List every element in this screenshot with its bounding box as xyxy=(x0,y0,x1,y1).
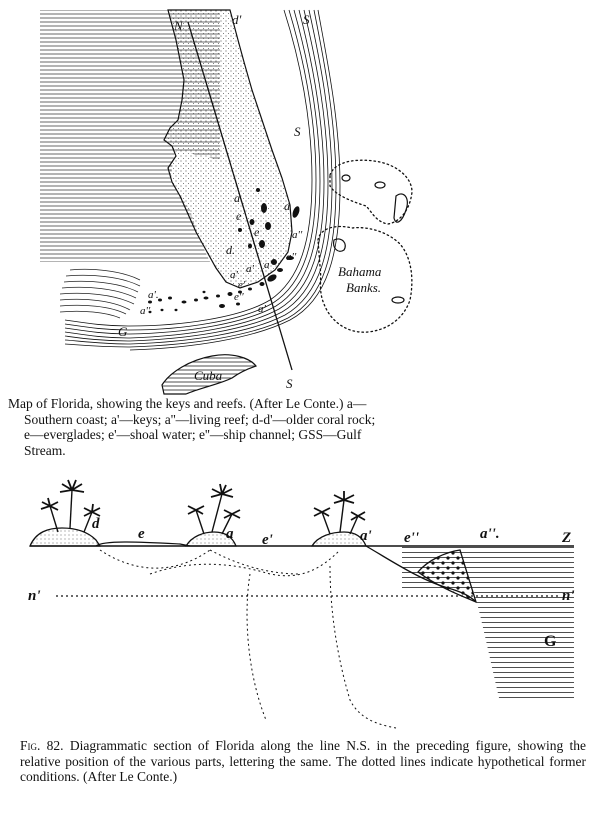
figure-number: Fig. 82. xyxy=(20,738,64,753)
section-label-e-prime: e' xyxy=(262,532,273,548)
label-e-prime: e' xyxy=(238,279,246,291)
label-e-dprime: e'' xyxy=(234,291,244,303)
south-hatching xyxy=(60,269,140,318)
section-label-d: d xyxy=(92,516,100,532)
section-label-a-prime: a' xyxy=(360,528,372,544)
section-diagram xyxy=(0,470,600,730)
label-a-coast: a xyxy=(284,199,290,213)
label-e-lower: e xyxy=(254,225,260,239)
map-caption-line2: Southern coast; a'—keys; a''—living reef; d-d'—older coral rock; xyxy=(24,411,376,427)
label-a-prime-west: a'. xyxy=(148,289,159,301)
label-d-prime: d' xyxy=(232,12,242,27)
label-cuba: Cuba xyxy=(194,368,223,383)
label-a-prime-1: a' xyxy=(230,269,238,281)
label-a-dprime-west: a'' xyxy=(140,305,151,317)
section-label-n-prime-right: n' xyxy=(562,588,575,604)
label-s-top: S xyxy=(303,12,310,27)
label-a-prime-2: a' xyxy=(246,263,254,275)
label-bahama: Bahama xyxy=(338,264,382,279)
label-banks: Banks. xyxy=(346,280,382,295)
section-label-a-dprime: a''. xyxy=(480,526,500,542)
figure-caption-text: Diagrammatic section of Florida along the line N.S. in the preceding figure, showing the relative position of the various parts, lettering the same. The dotted lines indicate hypothetical former conditions. (After Le Conte.) xyxy=(20,738,586,784)
label-e-upper: e xyxy=(236,209,242,223)
mound-d xyxy=(30,528,100,546)
section-label-n-prime-left: n' xyxy=(28,588,41,604)
map-caption-line4: Stream. xyxy=(24,442,66,458)
hypothetical-lines xyxy=(100,550,396,728)
map-caption xyxy=(8,396,588,458)
section-label-e: e xyxy=(138,526,145,542)
map-caption-line1: Map of Florida, showing the keys and reefs. (After Le Conte.) a— xyxy=(8,396,367,411)
label-a-prime-3: a' xyxy=(264,259,272,271)
florida-map xyxy=(0,0,600,395)
figure-caption xyxy=(20,738,586,785)
map-caption-line3: e—everglades; e'—shoal water; e''—ship channel; GSS—Gulf xyxy=(24,427,362,442)
label-a-dprime-2: a'' xyxy=(286,251,297,263)
label-g-map: G xyxy=(118,324,128,339)
palm-trees xyxy=(41,480,365,534)
label-n: N xyxy=(174,18,183,33)
label-s-mid: S xyxy=(294,124,301,139)
sea-deep xyxy=(474,592,574,702)
section-label-g: G xyxy=(544,633,557,650)
label-a-upper: a xyxy=(234,191,240,205)
section-label-a: a xyxy=(226,526,234,542)
label-a-dprime: a'' xyxy=(292,229,303,241)
label-s-bottom: S xyxy=(286,376,293,391)
section-label-z: Z xyxy=(562,530,572,546)
label-d-map: d. xyxy=(226,243,235,257)
label-a-reef: a' xyxy=(258,303,266,315)
mound-a-prime xyxy=(312,532,366,546)
section-label-e-dprime: e'' xyxy=(404,530,419,546)
